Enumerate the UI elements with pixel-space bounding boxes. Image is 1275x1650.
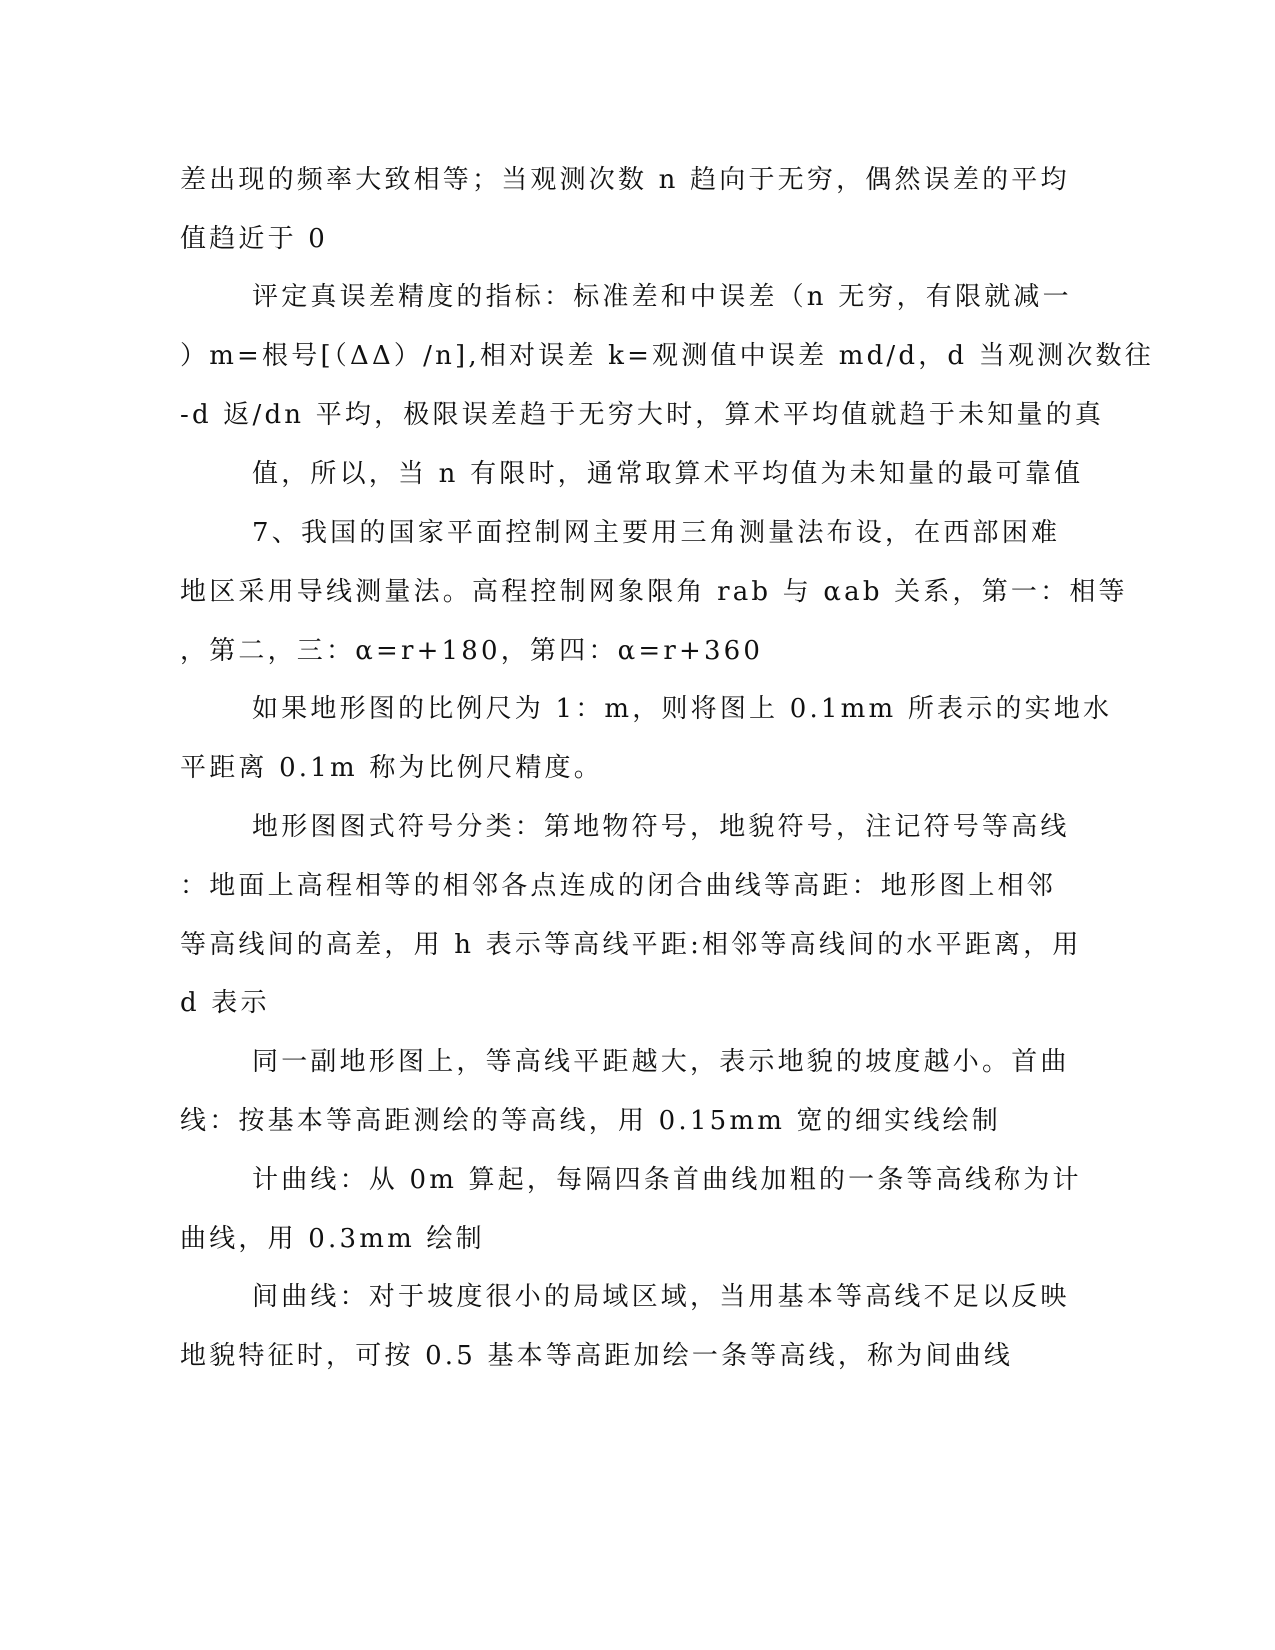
text-line-21: 地貌特征时，可按 0.5 基本等高距加绘一条等高线，称为间曲线 bbox=[180, 1341, 1014, 1371]
text-line-12: 地形图图式符号分类：第地物符号，地貌符号，注记符号等高线 bbox=[252, 812, 1070, 842]
text-line-16: 同一副地形图上，等高线平距越大，表示地貌的坡度越小。首曲 bbox=[252, 1047, 1070, 1077]
text-line-20: 间曲线：对于坡度很小的局域区域，当用基本等高线不足以反映 bbox=[252, 1282, 1070, 1312]
text-line-19: 曲线，用 0.3mm 绘制 bbox=[180, 1224, 485, 1254]
text-line-3: 评定真误差精度的指标：标准差和中误差（n 无穷，有限就减一 bbox=[252, 282, 1072, 312]
text-line-18: 计曲线：从 0m 算起，每隔四条首曲线加粗的一条等高线称为计 bbox=[252, 1165, 1082, 1195]
text-line-11: 平距离 0.1m 称为比例尺精度。 bbox=[180, 753, 603, 783]
text-line-4: ）m=根号[（ΔΔ）/n],相对误差 k=观测值中误差 md/d，d 当观测次数往 bbox=[180, 341, 1154, 371]
text-line-8: 地区采用导线测量法。高程控制网象限角 rab 与 αab 关系，第一：相等 bbox=[180, 577, 1128, 607]
text-line-7: 7、我国的国家平面控制网主要用三角测量法布设，在西部困难 bbox=[252, 518, 1061, 548]
text-line-2: 值趋近于 0 bbox=[180, 224, 329, 254]
text-line-13: ：地面上高程相等的相邻各点连成的闭合曲线等高距：地形图上相邻 bbox=[180, 871, 1057, 901]
text-line-6: 值，所以，当 n 有限时，通常取算术平均值为未知量的最可靠值 bbox=[252, 459, 1084, 489]
text-line-5: -d 返/dn 平均，极限误差趋于无穷大时，算术平均值就趋于未知量的真 bbox=[180, 400, 1105, 430]
text-line-15: d 表示 bbox=[180, 988, 270, 1018]
text-line-17: 线：按基本等高距测绘的等高线，用 0.15mm 宽的细实线绘制 bbox=[180, 1106, 1001, 1136]
text-line-10: 如果地形图的比例尺为 1：m，则将图上 0.1mm 所表示的实地水 bbox=[252, 694, 1113, 724]
text-line-9: ，第二，三：α=r+180，第四：α=r+360 bbox=[180, 636, 764, 666]
text-line-1: 差出现的频率大致相等；当观测次数 n 趋向于无穷，偶然误差的平均 bbox=[180, 165, 1070, 195]
text-line-14: 等高线间的高差，用 h 表示等高线平距:相邻等高线间的水平距离，用 bbox=[180, 930, 1082, 960]
